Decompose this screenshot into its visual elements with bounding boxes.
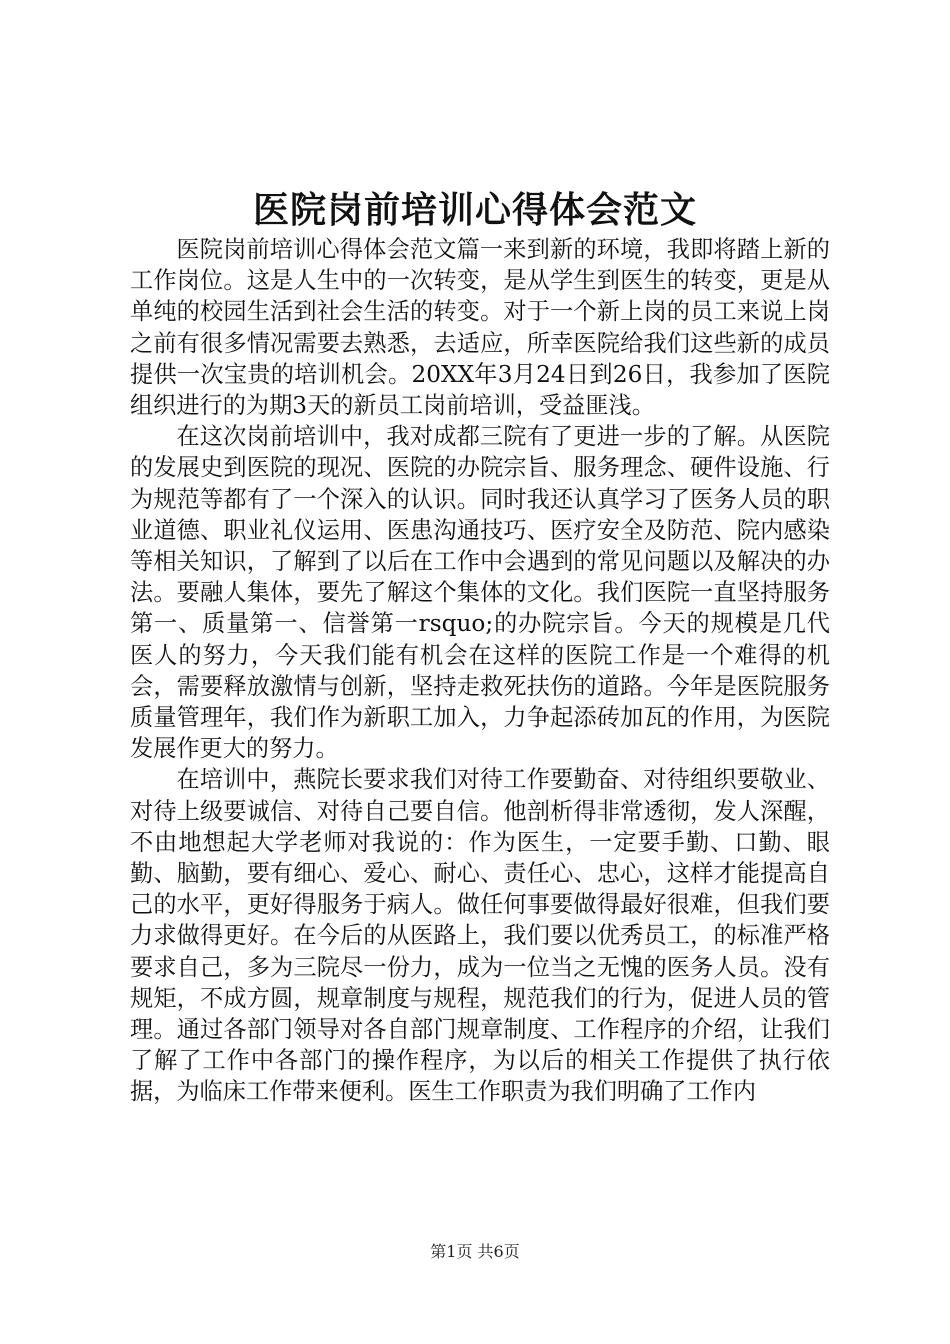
document-title: 医院岗前培训心得体会范文	[252, 189, 697, 231]
paragraph-3: 在培训中，燕院长要求我们对待工作要勤奋、对待组织要敬业、对待上级要诚信、对待自己要自信。他剖析得非常透彻，发人深醒，不由地想起大学老师对我说的：作为医生，一定要手勤、口勤、眼勤、脑勤，要有细心、爱心、耐心、责任心、忠心，这样才能提高自己的水平，更好得服务于病人。做任何事要做得最好很难，但我们要力求做得更好。在今后的从医路上，我们要以优秀员工，的标准严格要求自己，多为三院尽一份力，成为一位当之无愧的医务人员。没有规矩，不成方圆，规章制度与规程，规范我们的行为，促进人员的管理。通过各部门领导对各自部门规章制度、工作程序的介绍，让我们了解了工作中各部门的操作程序，为以后的相关工作提供了执行依据，为临床工作带来便利。医生工作职责为我们明确了工作内	[130, 766, 830, 1106]
paragraph-2: 在这次岗前培训中，我对成都三院有了更进一步的了解。从医院的发展史到医院的现况、医院的办院宗旨、服务理念、硬件设施、行为规范等都有了一个深入的认识。同时我还认真学习了医务人员的职业道德、职业礼仪运用、医患沟通技巧、医疗安全及防范、院内感染等相关知识，了解到了以后在工作中会遇到的常见问题以及解决的办法。要融人集体，要先了解这个集体的文化。我们医院一直坚持服务第一、质量第一、信誉第一rsquo;的办院宗旨。今天的规模是几代医人的努力，今天我们能有机会在这样的医院工作是一个难得的机会，需要释放激情与创新，坚持走救死扶伤的道路。今年是医院服务质量管理年，我们作为新职工加入，力争起添砖加瓦的作用，为医院发展作更大的努力。	[130, 423, 830, 763]
document-body	[130, 234, 830, 1108]
paragraph-1: 医院岗前培训心得体会范文篇一来到新的环境，我即将踏上新的工作岗位。这是人生中的一次转变，是从学生到医生的转变，更是从单纯的校园生活到社会生活的转变。对于一个新上岗的员工来说上岗之前有很多情况需要去熟悉，去适应，所幸医院给我们这些新的成员提供一次宝贵的培训机会。20XX年3月24日到26日，我参加了医院组织进行的为期3天的新员工岗前培训，受益匪浅。	[130, 236, 830, 420]
page-footer: 第1页 共6页	[430, 1242, 520, 1261]
